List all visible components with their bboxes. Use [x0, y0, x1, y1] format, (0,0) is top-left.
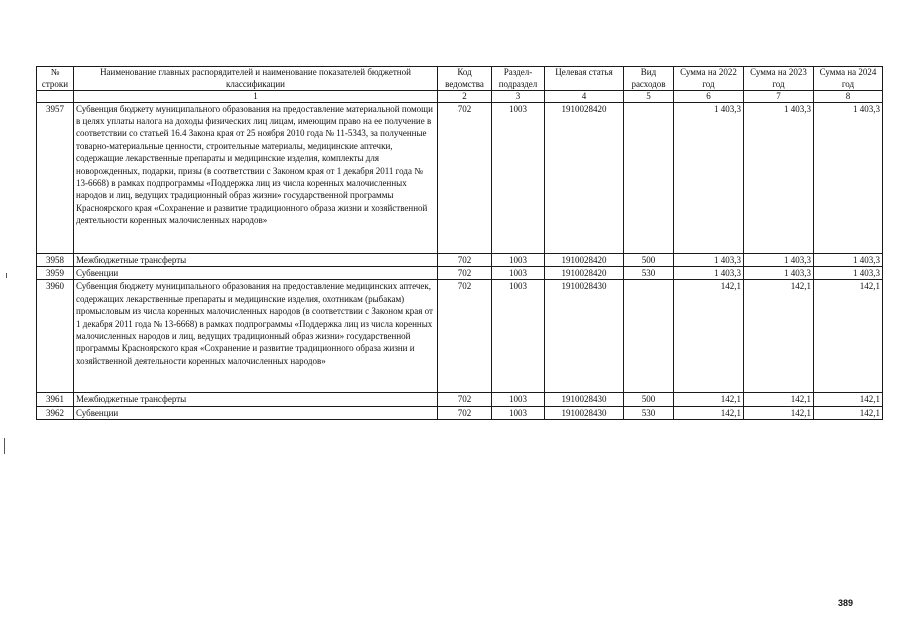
row-sum-2022: 142,1 — [674, 280, 744, 393]
header-row-number: № строки — [37, 67, 74, 91]
row-expense-type: 500 — [624, 393, 674, 406]
page-number: 389 — [837, 598, 853, 608]
row-sum-2024: 1 403,3 — [814, 253, 883, 266]
column-number: 3 — [492, 91, 545, 103]
row-department-code: 702 — [438, 406, 492, 419]
row-department-code: 702 — [438, 280, 492, 393]
row-sum-2022: 1 403,3 — [674, 266, 744, 279]
table-row — [37, 266, 883, 279]
row-department-code: 702 — [438, 253, 492, 266]
table-row — [37, 406, 883, 419]
row-target-article: 1910028430 — [545, 393, 624, 406]
row-sum-2023: 142,1 — [744, 406, 814, 419]
column-number: 5 — [624, 91, 674, 103]
row-number: 3960 — [37, 280, 74, 393]
row-sum-2024: 1 403,3 — [814, 102, 883, 253]
row-expense-type: 500 — [624, 253, 674, 266]
row-sum-2023: 142,1 — [744, 393, 814, 406]
column-number: 2 — [438, 91, 492, 103]
row-number: 3958 — [37, 253, 74, 266]
row-target-article: 1910028430 — [545, 406, 624, 419]
row-target-article: 1910028420 — [545, 102, 624, 253]
row-name: Субвенция бюджету муниципального образования на предоставление материальной помощи в целях уплаты налога на доходы физических лиц лицам, имеющим право на ее получение в соответствии со статьей 16.4 Закона края от 25 ноября 2010 года № 11-5343, за полученные товарно-материальные ценности, строительные материалы, медицинские аптечки, содержащие лекарственные препараты и медицинские изделия, комплекты для новорожденных, подарки, призы (в соответствии с Законом края от 1 декабря 2011 года № 13-6668) в рамках подпрограммы «Поддержка лиц из числа коренных малочисленных народов и лиц, ведущих традиционный образ жизни» государственной программы Красноярского края «Сохранение и развитие традиционного образа жизни и хозяйственной деятельности коренных малочисленных народов» — [74, 102, 438, 253]
budget-table — [36, 66, 883, 420]
row-section: 1003 — [492, 280, 545, 393]
table-row — [37, 280, 883, 393]
row-name: Межбюджетные трансферты — [74, 253, 438, 266]
row-department-code: 702 — [438, 393, 492, 406]
table-row — [37, 393, 883, 406]
column-number-row — [37, 91, 883, 103]
row-sum-2023: 1 403,3 — [744, 266, 814, 279]
scan-artifact-mark — [6, 273, 7, 278]
row-number: 3957 — [37, 102, 74, 253]
header-sum-2023: Сумма на 2023 год — [744, 67, 814, 91]
header-expense-type: Вид расходов — [624, 67, 674, 91]
row-expense-type: 530 — [624, 266, 674, 279]
row-target-article: 1910028430 — [545, 280, 624, 393]
row-sum-2023: 1 403,3 — [744, 253, 814, 266]
column-number: 8 — [814, 91, 883, 103]
row-expense-type — [624, 280, 674, 393]
column-number: 1 — [74, 91, 438, 103]
row-sum-2022: 1 403,3 — [674, 102, 744, 253]
column-number-blank — [37, 91, 74, 103]
header-section: Раздел-подраздел — [492, 67, 545, 91]
row-sum-2022: 142,1 — [674, 393, 744, 406]
header-target-article: Целевая статья — [545, 67, 624, 91]
row-section: 1003 — [492, 253, 545, 266]
table-header-row — [37, 67, 883, 91]
table-row — [37, 253, 883, 266]
row-sum-2024: 142,1 — [814, 280, 883, 393]
row-department-code: 702 — [438, 266, 492, 279]
row-sum-2023: 142,1 — [744, 280, 814, 393]
column-number: 6 — [674, 91, 744, 103]
row-sum-2024: 142,1 — [814, 393, 883, 406]
row-section: 1003 — [492, 406, 545, 419]
row-number: 3959 — [37, 266, 74, 279]
row-name: Межбюджетные трансферты — [74, 393, 438, 406]
column-number: 7 — [744, 91, 814, 103]
row-section: 1003 — [492, 266, 545, 279]
row-sum-2024: 142,1 — [814, 406, 883, 419]
row-target-article: 1910028420 — [545, 253, 624, 266]
table-row — [37, 102, 883, 253]
header-sum-2024: Сумма на 2024 год — [814, 67, 883, 91]
header-name: Наименование главных распорядителей и наименование показателей бюджетной классификации — [74, 67, 438, 91]
row-expense-type — [624, 102, 674, 253]
row-section: 1003 — [492, 102, 545, 253]
header-department-code: Код ведомства — [438, 67, 492, 91]
row-name: Субвенции — [74, 406, 438, 419]
row-department-code: 702 — [438, 102, 492, 253]
row-sum-2024: 1 403,3 — [814, 266, 883, 279]
row-name: Субвенции — [74, 266, 438, 279]
row-number: 3961 — [37, 393, 74, 406]
row-sum-2022: 1 403,3 — [674, 253, 744, 266]
row-name: Субвенция бюджету муниципального образования на предоставление медицинских аптечек, содержащих лекарственные препараты и медицинские изделия, охотникам (рыбакам) промысловым из числа коренных малочисленных народов (в соответствии с Законом края от 1 декабря 2011 года № 13-6668) в рамках подпрограммы «Поддержка лиц из числа коренных малочисленных народов и лиц, ведущих традиционный образ жизни» государственной программы Красноярского края «Сохранение и развитие традиционного образа жизни и хозяйственной деятельности коренных малочисленных народов» — [74, 280, 438, 393]
row-expense-type: 530 — [624, 406, 674, 419]
row-section: 1003 — [492, 393, 545, 406]
column-number: 4 — [545, 91, 624, 103]
row-sum-2023: 1 403,3 — [744, 102, 814, 253]
header-sum-2022: Сумма на 2022 год — [674, 67, 744, 91]
scan-artifact-mark — [4, 438, 5, 454]
row-number: 3962 — [37, 406, 74, 419]
row-target-article: 1910028420 — [545, 266, 624, 279]
row-sum-2022: 142,1 — [674, 406, 744, 419]
